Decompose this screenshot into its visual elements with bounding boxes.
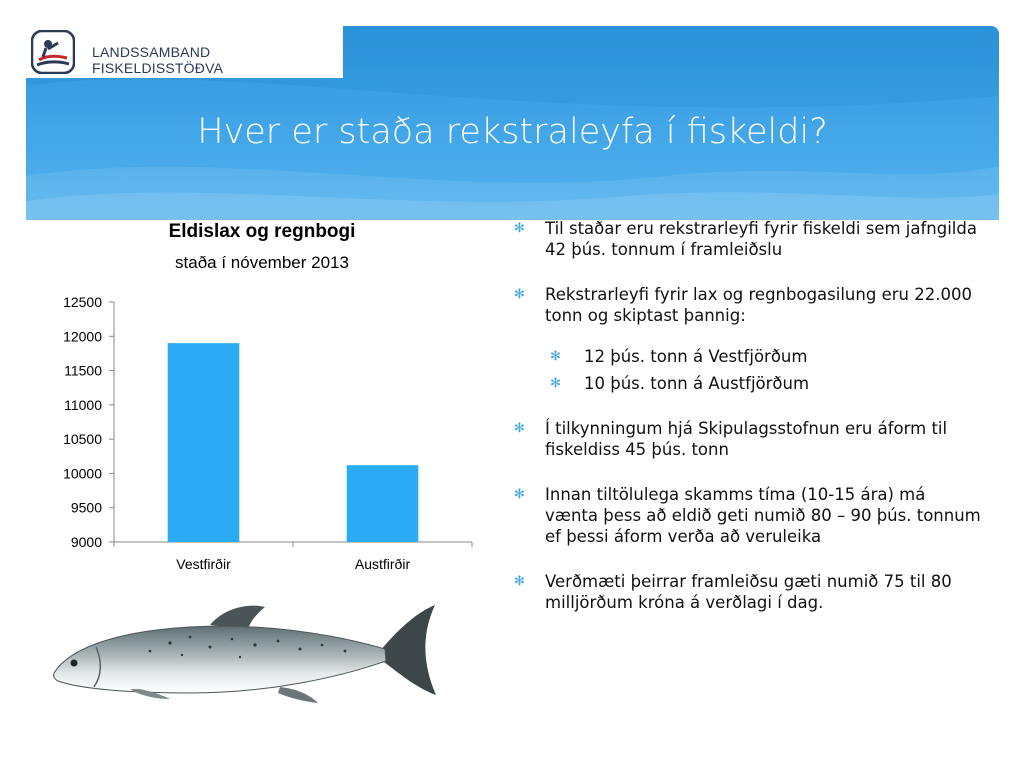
asterisk-bullet-icon: ✻ [514, 221, 525, 236]
y-tick-label: 12500 [63, 294, 102, 310]
y-tick-label: 10500 [63, 431, 102, 448]
asterisk-bullet-icon: ✻ [514, 421, 525, 436]
list-item [512, 571, 982, 613]
bullet-list [512, 218, 982, 613]
list-item [512, 284, 982, 326]
y-tick-label: 10000 [63, 465, 102, 482]
logo-text: LANDSSAMBAND FISKELDISSTÖÐVA [92, 44, 224, 76]
list-item [512, 346, 982, 367]
bullet-text: Rekstrarleyfi fyrir lax og regnbogasilung eru 22.000 tonn og skiptast þannig: [545, 285, 972, 325]
slide-title: Hver er staða rekstraleyfa í fiskeldi? [197, 112, 828, 152]
asterisk-bullet-icon: ✻ [514, 487, 525, 502]
x-tick-label: Vestfirðir [176, 556, 231, 572]
asterisk-bullet-icon: ✻ [550, 349, 561, 364]
chart-title: Eldislax og regnbogi [168, 221, 356, 242]
sub-bullet-text: 12 þús. tonn á Vestfjörðum [584, 347, 808, 366]
sub-bullet-text: 10 þús. tonn á Austfjörðum [584, 374, 810, 393]
rower-logo-icon [31, 30, 75, 74]
x-tick-label: Austfirðir [354, 556, 411, 572]
asterisk-bullet-icon: ✻ [514, 574, 525, 589]
salmon-illustration [50, 603, 440, 703]
bullet-text: Innan tiltölulega skamms tíma (10-15 ára) má vænta þess að eldið geti numið 80 – 90 þús. tonnum ef þessi áform verða að veruleika [545, 485, 981, 546]
bar [168, 343, 240, 542]
asterisk-bullet-icon: ✻ [514, 287, 525, 302]
y-tick-label: 9500 [70, 499, 102, 516]
y-tick-label: 11000 [64, 396, 102, 413]
asterisk-bullet-icon: ✻ [550, 376, 561, 391]
bullet-text: Til staðar eru rekstrarleyfi fyrir fiskeldi sem jafngilda 42 þús. tonnum í framleiðslu [545, 219, 977, 259]
list-item [512, 373, 982, 394]
logo [26, 26, 343, 78]
bar-chart [26, 285, 486, 585]
bar [347, 465, 419, 542]
chart-subtitle: staða í nóvember 2013 [175, 253, 349, 272]
y-tick-label: 9000 [70, 534, 102, 550]
y-tick-label: 11500 [64, 362, 102, 379]
list-item [512, 418, 982, 460]
y-tick-label: 12000 [63, 328, 102, 345]
list-item [512, 484, 982, 547]
bullet-text: Í tilkynningum hjá Skipulagsstofnun eru áform til fiskeldiss 45 þús. tonn [545, 419, 948, 459]
bullet-text: Verðmæti þeirrar framleiðsu gæti numið 75 til 80 milljörðum króna á verðlagi í dag. [545, 572, 952, 612]
list-item [512, 218, 982, 260]
